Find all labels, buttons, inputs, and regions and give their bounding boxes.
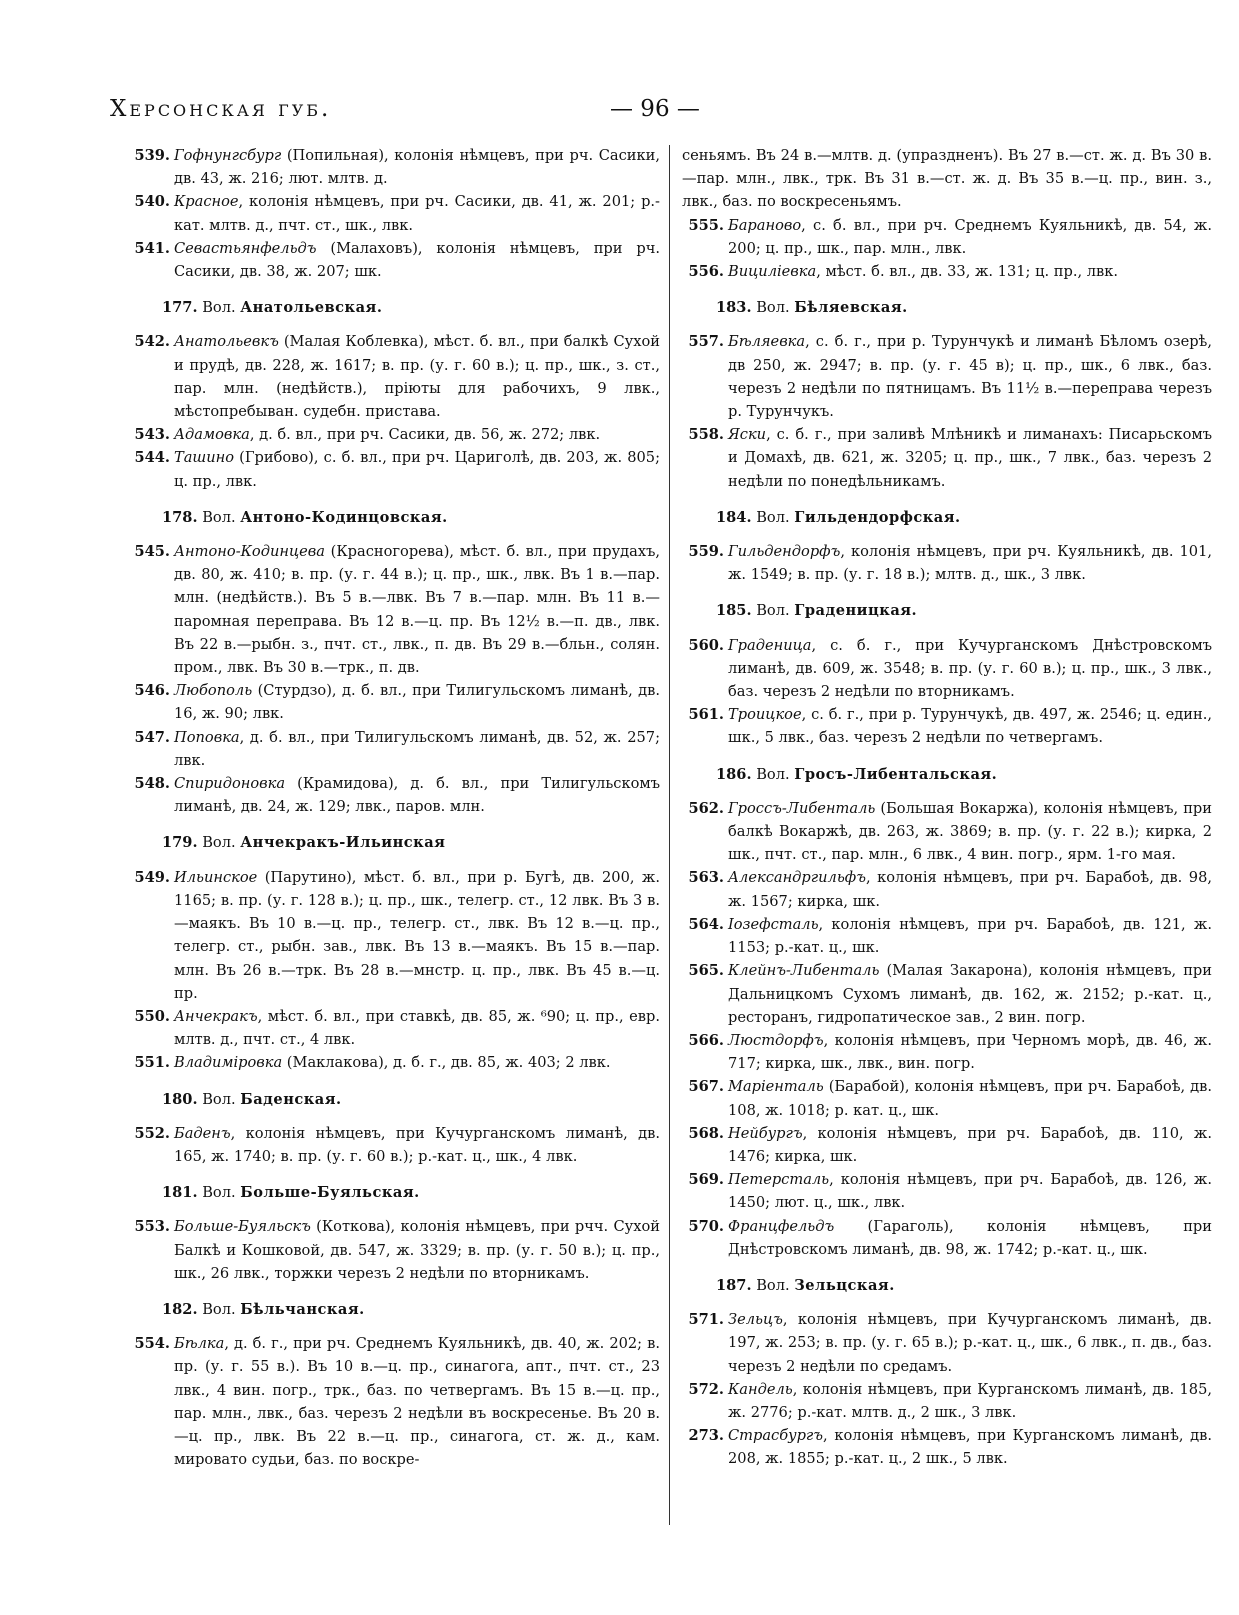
place-name: Анатольевкъ bbox=[174, 333, 279, 351]
gazetteer-entry bbox=[128, 772, 660, 818]
entry-number: 558. bbox=[688, 426, 724, 444]
volost-name: Зельцская. bbox=[794, 1276, 895, 1294]
place-name: Александргильфъ bbox=[728, 869, 866, 887]
entry-continuation: сеньямъ. Въ 24 в.—млтв. д. (упраздненъ). Въ 27 в.—ст. ж. д. Въ 30 в.—пар. млн., лвк., трк. Въ 31 в.—ст. ж. д. Въ 35 в.—ц. пр., вин. з., лвк., баз. по воскресеньямъ. bbox=[682, 147, 1212, 211]
volost-heading bbox=[682, 599, 1212, 622]
place-name: Владиміровка bbox=[174, 1054, 283, 1072]
gazetteer-entry bbox=[128, 679, 660, 725]
gazetteer-entry bbox=[682, 913, 1212, 959]
entry-number: 546. bbox=[134, 682, 170, 700]
entry-number: 567. bbox=[688, 1078, 724, 1096]
gazetteer-entry bbox=[682, 1168, 1212, 1214]
gazetteer-entry bbox=[682, 1122, 1212, 1168]
volost-number: 183. bbox=[716, 299, 752, 317]
gazetteer-entry bbox=[128, 1332, 660, 1471]
entry-description: , с. б. г., при заливѣ Млѣникѣ и лиманахъ: Писарьскомъ и Домахѣ, дв. 621, ж. 3205; ц. пр., шк., 7 лвк., баз. черезъ 2 недѣли по понедѣльникамъ. bbox=[728, 426, 1212, 490]
place-name: Кандель bbox=[728, 1380, 793, 1398]
volost-label: Вол. bbox=[756, 1276, 790, 1294]
place-name: Троицкое bbox=[728, 706, 802, 724]
gazetteer-entry bbox=[682, 260, 1212, 283]
volost-label: Вол. bbox=[756, 299, 790, 317]
gazetteer-entry bbox=[128, 540, 660, 679]
volost-number: 181. bbox=[162, 1184, 198, 1202]
volost-name: Бѣляевская. bbox=[794, 299, 908, 317]
entry-description: (Малаховъ), колонія нѣмцевъ, при рч. Сасики, дв. 38, ж. 207; шк. bbox=[174, 239, 660, 281]
entry-description: , колонія нѣмцевъ, при Кучурганскомъ лиманѣ, дв. 165, ж. 1740; в. пр. (у. г. 60 в.); р.-кат. ц., шк., 4 лвк. bbox=[174, 1124, 660, 1165]
entry-number: 565. bbox=[688, 962, 724, 980]
volost-name: Антоно-Кодинцовская. bbox=[240, 508, 448, 526]
entry-number: 539. bbox=[134, 147, 170, 164]
gazetteer-entry bbox=[128, 144, 660, 190]
place-name: Любополь bbox=[174, 682, 253, 700]
volost-name: Баденская. bbox=[240, 1090, 342, 1108]
place-name: Бѣлка bbox=[174, 1335, 225, 1353]
volost-label: Вол. bbox=[202, 834, 236, 852]
column-divider bbox=[669, 145, 670, 1525]
entry-description: (Большая Вокаржа), колонія нѣмцевъ, при балкѣ Вокаржѣ, дв. 263, ж. 3869; в. пр. (у. г. 22 в.); кирка, 2 шк., пчт. ст., пар. млн., 6 лвк., 4 вин. погр., ярм. 1-го мая. bbox=[728, 799, 1212, 864]
gazetteer-entry bbox=[682, 330, 1212, 423]
entry-description: (Барабой), колонія нѣмцевъ, при рч. Барабоѣ, дв. 108, ж. 1018; р. кат. ц., шк. bbox=[728, 1078, 1212, 1119]
entry-number: 572. bbox=[688, 1380, 724, 1398]
gazetteer-entry bbox=[682, 1075, 1212, 1121]
entry-number: 544. bbox=[134, 449, 170, 467]
entry-number: 557. bbox=[688, 333, 724, 351]
entry-number: 571. bbox=[688, 1311, 724, 1329]
place-name: Севастьянфельдъ bbox=[174, 239, 317, 257]
volost-name: Анатольевская. bbox=[240, 299, 383, 317]
page-header bbox=[110, 96, 1130, 136]
gazetteer-entry bbox=[128, 330, 660, 423]
entry-description: (Попильная), колонія нѣмцевъ, при рч. Сасики, дв. 43, ж. 216; лют. млтв. д. bbox=[174, 147, 660, 188]
entry-description: (Маклакова), д. б. г., дв. 85, ж. 403; 2 лвк. bbox=[282, 1054, 611, 1072]
volost-heading bbox=[128, 506, 660, 529]
entry-description: , с. б. г., при р. Турунчукѣ и лиманѣ Бѣломъ озерѣ, дв 250, ж. 2947; в. пр. (у. г. 45 в); ц. пр., шк., 6 лвк., баз. черезъ 2 недѣли по пятницамъ. Въ 11½ в.—переправа черезъ р. Турунчукъ. bbox=[728, 333, 1212, 421]
place-name: Ильинское bbox=[174, 868, 258, 886]
gazetteer-entry bbox=[682, 214, 1212, 260]
entry-number: 554. bbox=[134, 1335, 170, 1353]
entry-number: 551. bbox=[134, 1054, 170, 1072]
volost-heading bbox=[128, 296, 660, 319]
entry-number: 569. bbox=[688, 1171, 724, 1189]
entry-description: (Малая Коблевка), мѣст. б. вл., при балкѣ Сухой и прудѣ, дв. 228, ж. 1617; в. пр. (у. г. 60 в.); ц. пр., шк., з. ст., пар. млн. (недѣйств.), пріюты для рабочихъ, 9 лвк., мѣстопребыван. судебн. пристава. bbox=[174, 333, 660, 421]
volost-label: Вол. bbox=[202, 1090, 236, 1108]
gazetteer-entry bbox=[682, 1308, 1212, 1378]
volost-name: Гильдендорфская. bbox=[794, 508, 961, 526]
gazetteer-entry bbox=[682, 703, 1212, 749]
gazetteer-entry bbox=[128, 190, 660, 236]
volost-heading bbox=[128, 1181, 660, 1204]
entry-number: 561. bbox=[688, 706, 724, 724]
place-name: Спиридоновка bbox=[174, 775, 286, 793]
volost-number: 184. bbox=[716, 508, 752, 526]
entry-description: (Стурдзо), д. б. вл., при Тилигульскомъ лиманѣ, дв. 16, ж. 90; лвк. bbox=[174, 682, 660, 723]
gazetteer-entry bbox=[128, 726, 660, 772]
volost-heading bbox=[682, 763, 1212, 786]
place-name: Іозефсталь bbox=[728, 915, 819, 933]
entry-description: , с. б. г., при Кучурганскомъ Днѣстровскомъ лиманѣ, дв. 609, ж. 3548; в. пр. (у. г. 60 в.); ц. пр., шк., 3 лвк., баз. черезъ 2 недѣли по вторникамъ. bbox=[728, 636, 1212, 701]
entry-number: 566. bbox=[688, 1031, 724, 1049]
gazetteer-entry bbox=[682, 866, 1212, 912]
place-name: Францфельдъ bbox=[728, 1217, 835, 1235]
place-name: Баденъ bbox=[174, 1124, 231, 1142]
entry-number: 553. bbox=[134, 1218, 170, 1236]
volost-number: 186. bbox=[716, 765, 752, 783]
entry-description: , колонія нѣмцевъ, при рч. Барабоѣ, дв. 98, ж. 1567; кирка, шк. bbox=[728, 869, 1212, 910]
volost-label: Вол. bbox=[756, 508, 790, 526]
entry-number: 542. bbox=[134, 333, 170, 351]
entry-description: (Парутино), мѣст. б. вл., при р. Бугѣ, дв. 200, ж. 1165; в. пр. (у. г. 128 в.); ц. пр., шк., телегр. ст., 12 лвк. Въ 3 в.—маякъ. Въ 10 в.—ц. пр., телегр. ст., лвк. Въ 12 в.—ц. пр., телегр. ст., рыбн. зав., лвк. Въ 13 в.—маякъ. Въ 15 в.—пар. млн. Въ 26 в.—трк. Въ 28 в.—мнстр. ц. пр., лвк. Въ 45 в.—ц. пр. bbox=[174, 868, 660, 1002]
entry-number: 559. bbox=[688, 543, 724, 561]
entry-description: , колонія нѣмцевъ, при рч. Сасики, дв. 41, ж. 201; р.-кат. млтв. д., пчт. ст., шк., лвк. bbox=[174, 193, 660, 234]
gazetteer-entry bbox=[128, 1215, 660, 1285]
entry-number: 549. bbox=[134, 868, 170, 886]
entry-description: , колонія нѣмцевъ, при Курганскомъ лиманѣ, дв. 185, ж. 2776; р.-кат. млтв. д., 2 шк., 3 лвк. bbox=[728, 1380, 1212, 1421]
place-name: Бараново bbox=[728, 216, 802, 234]
entry-description: (Крамидова), д. б. вл., при Тилигульскомъ лиманѣ, дв. 24, ж. 129; лвк., паров. млн. bbox=[174, 775, 660, 816]
place-name: Гильдендорфъ bbox=[728, 543, 841, 561]
gazetteer-entry bbox=[128, 1005, 660, 1051]
gazetteer-entry bbox=[682, 1378, 1212, 1424]
entry-number: 556. bbox=[688, 263, 724, 281]
gazetteer-entry bbox=[682, 423, 1212, 493]
entry-description: , д. б. вл., при Тилигульскомъ лиманѣ, дв. 52, ж. 257; лвк. bbox=[174, 728, 660, 769]
volost-number: 179. bbox=[162, 834, 198, 852]
entry-description: , колонія нѣмцевъ, при Кучурганскомъ лиманѣ, дв. 197, ж. 253; в. пр. (у. г. 65 в.); р.-кат. ц., шк., 6 лвк., п. дв., баз. черезъ 2 недѣли по средамъ. bbox=[728, 1311, 1212, 1375]
volost-name: Гросъ-Либентальская. bbox=[794, 765, 998, 783]
place-name: Люстдорфъ bbox=[728, 1031, 824, 1049]
volost-label: Вол. bbox=[202, 508, 236, 526]
entry-description: (Малая Закарона), колонія нѣмцевъ, при Дальницкомъ Сухомъ лиманѣ, дв. 162, ж. 2152; р.-кат. ц., ресторанъ, гидропатическое зав., 2 вин. погр. bbox=[728, 962, 1212, 1026]
place-name: Поповка bbox=[174, 728, 240, 746]
entry-description: (Красногорева), мѣст. б. вл., при прудахъ, дв. 80, ж. 410; в. пр. (у. г. 44 в.); ц. пр., шк., лвк. Въ 1 в.—пар. млн. (недѣйств.). Въ 5 в.—лвк. Въ 7 в.—пар. млн. Въ 11 в.—паромная переправа. Въ 12 в.—ц. пр. Въ 12½ в.—п. дв., лвк. Въ 22 в.—рыбн. з., пчт. ст., лвк., п. дв. Въ 29 в.—бльн., солян. пром., лвк. Въ 30 в.—трк., п. дв. bbox=[174, 543, 660, 677]
entry-number: 552. bbox=[134, 1124, 170, 1142]
left-column bbox=[128, 144, 660, 1471]
entry-number: 564. bbox=[688, 915, 724, 933]
place-name: Анчекракъ bbox=[174, 1007, 258, 1025]
volost-number: 178. bbox=[162, 508, 198, 526]
entry-number: 550. bbox=[134, 1007, 170, 1025]
place-name: Гроссъ-Либенталь bbox=[728, 799, 876, 817]
entry-description: (Коткова), колонія нѣмцевъ, при рчч. Сухой Балкѣ и Кошковой, дв. 547, ж. 3329; в. пр. (у. г. 50 в.); ц. пр., шк., 26 лвк., торжки черезъ 2 недѣли по вторникамъ. bbox=[174, 1218, 660, 1282]
volost-label: Вол. bbox=[202, 1300, 236, 1318]
right-column bbox=[682, 144, 1212, 1471]
entry-description: , колонія нѣмцевъ, при рч. Барабоѣ, дв. 110, ж. 1476; кирка, шк. bbox=[728, 1124, 1212, 1165]
volost-name: Бѣльчанская. bbox=[240, 1300, 365, 1318]
entry-number: 570. bbox=[688, 1217, 724, 1235]
place-name: Зельцъ bbox=[728, 1311, 783, 1329]
volost-name: Граденицкая. bbox=[794, 602, 918, 620]
volost-number: 185. bbox=[716, 602, 752, 620]
volost-heading bbox=[682, 1274, 1212, 1297]
volost-label: Вол. bbox=[756, 765, 790, 783]
entry-number: 545. bbox=[134, 543, 170, 561]
entry-number: 543. bbox=[134, 426, 170, 444]
gazetteer-entry bbox=[682, 634, 1212, 704]
volost-heading bbox=[128, 1088, 660, 1111]
entry-description: , колонія нѣмцевъ, при рч. Куяльникѣ, дв. 101, ж. 1549; в. пр. (у. г. 18 в.); млтв. д., шк., 3 лвк. bbox=[728, 543, 1212, 584]
place-name: Бѣляевка bbox=[728, 333, 806, 351]
place-name: Граденица bbox=[728, 636, 812, 654]
place-name: Красное bbox=[174, 193, 239, 211]
place-name: Ташино bbox=[174, 449, 235, 467]
entry-number: 555. bbox=[688, 216, 724, 234]
entry-number: 563. bbox=[688, 869, 724, 887]
place-name: Больше-Буяльскъ bbox=[174, 1218, 311, 1236]
volost-name: Анчекракъ-Ильинская bbox=[240, 834, 446, 852]
place-name: Гофнунгсбург bbox=[174, 147, 282, 164]
entry-description: , колонія нѣмцевъ, при рч. Барабоѣ, дв. 121, ж. 1153; р.-кат. ц., шк. bbox=[728, 915, 1212, 957]
entry-number: 548. bbox=[134, 775, 170, 793]
volost-heading bbox=[682, 296, 1212, 319]
entry-number: 560. bbox=[688, 636, 724, 654]
place-name: Маріенталь bbox=[728, 1078, 824, 1096]
entry-number: 562. bbox=[688, 799, 724, 817]
gazetteer-entry bbox=[682, 797, 1212, 867]
volost-number: 177. bbox=[162, 299, 198, 317]
volost-name: Больше-Буяльская. bbox=[240, 1184, 420, 1202]
gazetteer-entry bbox=[682, 959, 1212, 1029]
gazetteer-entry bbox=[128, 446, 660, 492]
gazetteer-entry bbox=[682, 1215, 1212, 1261]
page-number: — 96 — bbox=[610, 96, 700, 122]
volost-label: Вол. bbox=[756, 602, 790, 620]
place-name: Страсбургъ bbox=[728, 1427, 824, 1445]
volost-number: 180. bbox=[162, 1090, 198, 1108]
entry-number: 541. bbox=[134, 239, 170, 257]
place-name: Нейбургъ bbox=[728, 1124, 803, 1142]
page-title: Херсонская губ. bbox=[110, 96, 332, 122]
gazetteer-entry bbox=[128, 423, 660, 446]
gazetteer-entry bbox=[128, 1051, 660, 1074]
volost-heading bbox=[128, 831, 660, 854]
entry-description: , мѣст. б. вл., дв. 33, ж. 131; ц. пр., лвк. bbox=[816, 263, 1118, 281]
entry-description: (Гараголь), колонія нѣмцевъ, при Днѣстровскомъ лиманѣ, дв. 98, ж. 1742; р.-кат. ц., шк. bbox=[728, 1217, 1212, 1258]
volost-number: 182. bbox=[162, 1300, 198, 1318]
volost-heading bbox=[682, 506, 1212, 529]
gazetteer-entry bbox=[682, 1029, 1212, 1075]
gazetteer-entry bbox=[682, 1424, 1212, 1470]
entry-number: 547. bbox=[134, 728, 170, 746]
entry-description: (Грибово), с. б. вл., при рч. Цариголѣ, дв. 203, ж. 805; ц. пр., лвк. bbox=[174, 449, 660, 490]
entry-number: 568. bbox=[688, 1124, 724, 1142]
place-name: Адамовка bbox=[174, 426, 250, 444]
volost-label: Вол. bbox=[202, 299, 236, 317]
gazetteer-entry bbox=[128, 866, 660, 1005]
entry-description: , колонія нѣмцевъ, при Черномъ морѣ, дв. 46, ж. 717; кирка, шк., лвк., вин. погр. bbox=[728, 1031, 1212, 1073]
volost-label: Вол. bbox=[202, 1184, 236, 1202]
entry-description: , д. б. вл., при рч. Сасики, дв. 56, ж. 272; лвк. bbox=[249, 426, 601, 444]
entry-description: , мѣст. б. вл., при ставкѣ, дв. 85, ж. ⁶90; ц. пр., евр. млтв. д., пчт. ст., 4 лвк. bbox=[174, 1007, 660, 1049]
gazetteer-entry bbox=[682, 540, 1212, 586]
entry-description: , д. б. г., при рч. Среднемъ Куяльникѣ, дв. 40, ж. 202; в. пр. (у. г. 55 в.). Въ 10 в.—ц. пр., синагога, апт., пчт. ст., 23 лвк., 4 вин. погр., трк., баз. по четвергамъ. Въ 15 в.—ц. пр., пар. млн., лвк., баз. черезъ 2 недѣли въ воскресенье. Въ 20 в.—ц. пр., лвк. Въ 22 в.—ц. пр., синагога, ст. ж. д., кам. мировато судьи, баз. по воскре- bbox=[174, 1335, 660, 1469]
place-name: Вициліевка bbox=[728, 263, 817, 281]
entry-description: , колонія нѣмцевъ, при рч. Барабоѣ, дв. 126, ж. 1450; лют. ц., шк., лвк. bbox=[728, 1171, 1212, 1212]
gazetteer-entry bbox=[128, 1122, 660, 1168]
entry-description: , с. б. г., при р. Турунчукѣ, дв. 497, ж. 2546; ц. един., шк., 5 лвк., баз. черезъ 2 недѣли по четвергамъ. bbox=[728, 706, 1212, 747]
volost-number: 187. bbox=[716, 1276, 752, 1294]
place-name: Петерсталь bbox=[728, 1171, 830, 1189]
entry-description: , колонія нѣмцевъ, при Курганскомъ лиманѣ, дв. 208, ж. 1855; р.-кат. ц., 2 шк., 5 лвк. bbox=[728, 1427, 1212, 1468]
place-name: Яски bbox=[728, 426, 767, 444]
gazetteer-entry bbox=[128, 237, 660, 283]
place-name: Антоно-Кодинцева bbox=[174, 543, 325, 561]
entry-number: 540. bbox=[134, 193, 170, 211]
place-name: Клейнъ-Либенталь bbox=[728, 962, 880, 980]
entry-description: , с. б. вл., при рч. Среднемъ Куяльникѣ, дв. 54, ж. 200; ц. пр., шк., пар. млн., лвк. bbox=[728, 216, 1212, 257]
volost-heading bbox=[128, 1298, 660, 1321]
entry-number: 273. bbox=[688, 1427, 724, 1445]
